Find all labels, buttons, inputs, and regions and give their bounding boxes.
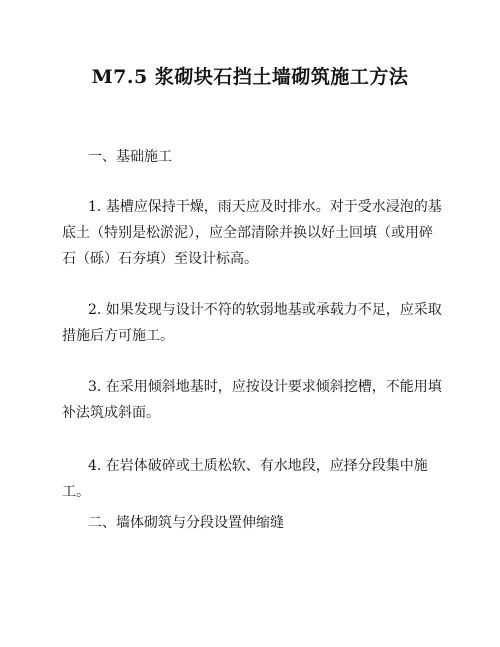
section-heading-wall-masonry: 二、墙体砌筑与分段设置伸缩缝 [88,515,284,531]
section-heading-foundation: 一、基础施工 [88,149,172,165]
paragraph-2: 2. 如果发现与设计不符的软弱地基或承载力不足，应采取措施后方可施工。 [62,302,442,344]
paragraph-4: 4. 在岩体破碎或土质松软、有水地段，应择分段集中施工。 [62,458,428,500]
paragraph-1: 1. 基槽应保持干燥，雨天应及时排水。对于受水浸泡的基底土（特别是松淤泥），应全部清除并换以好土回填（或用碎石（砾）石夯填）至设计标高。 [62,199,442,267]
document-title: M7.5 浆砌块石挡土墙砌筑施工方法 [91,66,409,88]
paragraph-3: 3. 在采用倾斜地基时，应按设计要求倾斜挖槽，不能用填补法筑成斜面。 [62,379,442,421]
